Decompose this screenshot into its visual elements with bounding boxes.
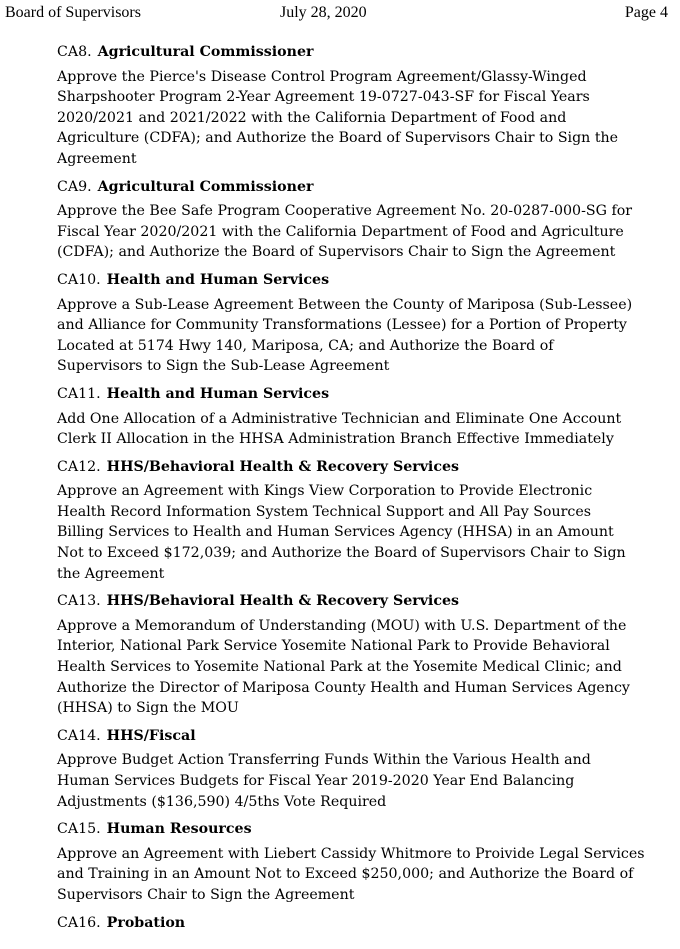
agenda-item <box>57 819 667 905</box>
description-line: Agreement <box>57 150 137 167</box>
agenda-item-heading <box>57 42 667 63</box>
item-number: CA16. <box>57 914 101 931</box>
description-line: Supervisors Chair to Sign the Agreement <box>57 886 355 903</box>
description-line: (CDFA); and Authorize the Board of Supervisors Chair to Sign the Agreement <box>57 244 616 261</box>
description-line: Approve Budget Action Transferring Funds Within the Various Health and <box>57 752 591 769</box>
description-line: Add One Allocation of a Administrative Technician and Eliminate One Account <box>57 410 622 427</box>
agenda-item <box>57 177 667 263</box>
item-department: HHS/Behavioral Health & Recovery Services <box>106 593 459 610</box>
item-description <box>57 616 667 719</box>
description-line: Located at 5174 Hwy 140, Mariposa, CA; and Authorize the Board of <box>57 337 554 354</box>
consent-agenda-list <box>57 42 667 940</box>
item-department: Health and Human Services <box>106 385 330 402</box>
description-line: Approve the Bee Safe Program Cooperative Agreement No. 20-0287-000-SG for <box>57 203 633 220</box>
description-line: Fiscal Year 2020/2021 with the California Department of Food and Agriculture <box>57 223 624 240</box>
item-number: CA10. <box>57 271 101 288</box>
item-department: HHS/Behavioral Health & Recovery Services <box>106 458 459 475</box>
page-header <box>0 4 680 26</box>
agenda-item-heading <box>57 457 667 478</box>
item-description <box>57 844 667 906</box>
description-line: Supervisors to Sign the Sub-Lease Agreement <box>57 358 390 375</box>
description-line: Approve a Sub-Lease Agreement Between the County of Mariposa (Sub-Lessee) <box>57 296 633 313</box>
agenda-item-heading <box>57 591 667 612</box>
agenda-item <box>57 42 667 170</box>
agenda-item <box>57 913 667 934</box>
item-description <box>57 295 667 377</box>
item-department: Agricultural Commissioner <box>97 178 314 195</box>
agenda-item <box>57 384 667 450</box>
item-description <box>57 67 667 170</box>
agenda-item-heading <box>57 270 667 291</box>
description-line: Approve a Memorandum of Understanding (MOU) with U.S. Department of the <box>57 617 627 634</box>
agenda-item <box>57 457 667 585</box>
description-line: the Agreement <box>57 565 165 582</box>
item-number: CA13. <box>57 593 101 610</box>
item-department: Agricultural Commissioner <box>97 44 314 60</box>
description-line: Approve an Agreement with Kings View Corporation to Provide Electronic <box>57 483 593 500</box>
item-description <box>57 750 667 812</box>
description-line: 2020/2021 and 2021/2022 with the California Department of Food and <box>57 109 567 126</box>
description-line: Approve the Pierce's Disease Control Program Agreement/Glassy-Winged <box>57 68 587 85</box>
description-line: Approve an Agreement with Liebert Cassidy Whitmore to Proivide Legal Services <box>57 845 645 862</box>
description-line: and Training in an Amount Not to Exceed $250,000; and Authorize the Board of <box>57 866 634 883</box>
description-line: (HHSA) to Sign the MOU <box>57 700 239 717</box>
item-number: CA14. <box>57 727 101 744</box>
item-description <box>57 201 667 263</box>
description-line: Human Services Budgets for Fiscal Year 2019-2020 Year End Balancing <box>57 773 575 789</box>
agenda-item-heading <box>57 913 667 934</box>
item-description <box>57 409 667 450</box>
description-line: Health Services to Yosemite National Park at the Yosemite Medical Clinic; and <box>57 659 622 676</box>
header-board-name: Board of Supervisors <box>5 4 141 21</box>
description-line: Health Record Information System Technical Support and All Pay Sources <box>57 503 592 520</box>
description-line: Adjustments ($136,590) 4/5ths Vote Required <box>57 793 387 810</box>
description-line: and Alliance for Community Transformations (Lessee) for a Portion of Property <box>57 317 627 334</box>
header-page-number: Page 4 <box>624 4 668 21</box>
item-description <box>57 481 667 584</box>
item-number: CA12. <box>57 458 101 475</box>
description-line: Not to Exceed $172,039; and Authorize the Board of Supervisors Chair to Sign <box>57 545 626 562</box>
item-number: CA11. <box>57 385 101 402</box>
item-department: Human Resources <box>106 821 252 838</box>
agenda-item-heading <box>57 384 667 405</box>
description-line: Sharpshooter Program 2-Year Agreement 19-0727-043-SF for Fiscal Years <box>57 89 590 106</box>
agenda-item-heading <box>57 726 667 747</box>
description-line: Agriculture (CDFA); and Authorize the Board of Supervisors Chair to Sign the <box>57 130 619 147</box>
agenda-item <box>57 726 667 812</box>
item-department: HHS/Fiscal <box>106 727 196 744</box>
item-number: CA8. <box>57 44 92 60</box>
header-date: July 28, 2020 <box>280 4 367 21</box>
item-department: Health and Human Services <box>106 271 330 288</box>
agenda-item <box>57 591 667 719</box>
agenda-item-heading <box>57 177 667 198</box>
item-department: Probation <box>106 914 186 931</box>
agenda-item <box>57 270 667 377</box>
description-line: Clerk II Allocation in the HHSA Administration Branch Effective Immediately <box>57 431 614 448</box>
description-line: Interior, National Park Service Yosemite National Park to Provide Behavioral <box>57 638 610 655</box>
description-line: Authorize the Director of Mariposa County Health and Human Services Agency <box>57 679 630 696</box>
agenda-item-heading <box>57 819 667 840</box>
item-number: CA9. <box>57 178 92 195</box>
description-line: Billing Services to Health and Human Services Agency (HHSA) in an Amount <box>57 524 614 541</box>
item-number: CA15. <box>57 821 101 838</box>
